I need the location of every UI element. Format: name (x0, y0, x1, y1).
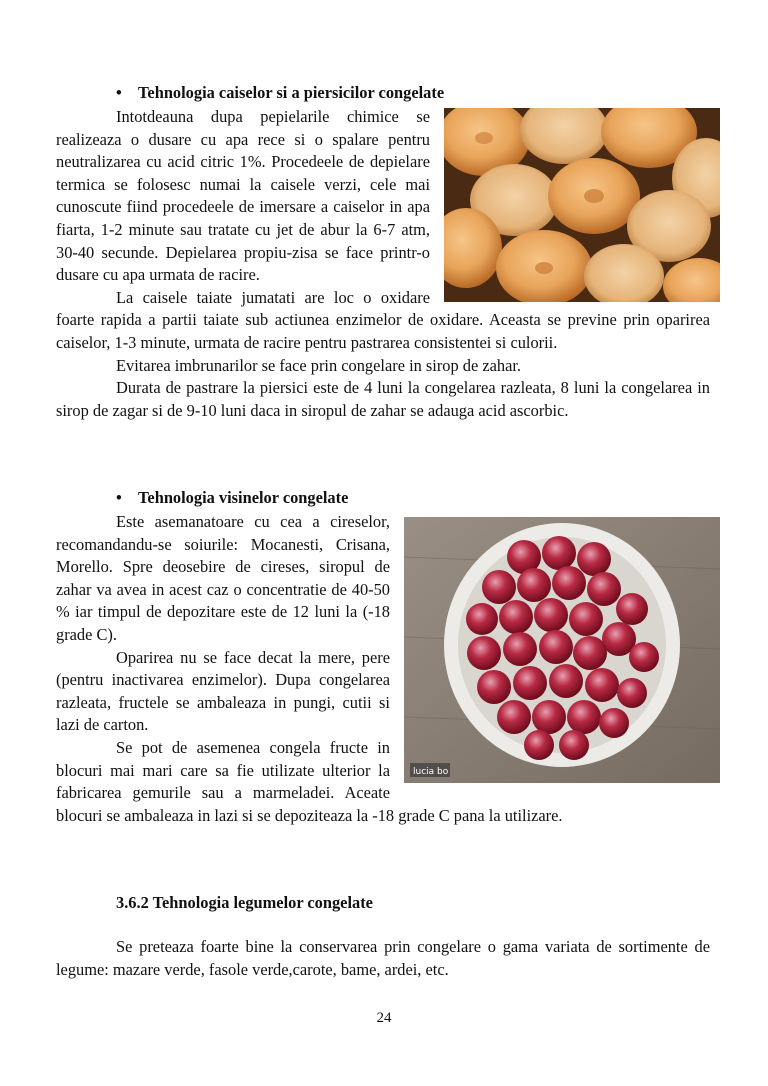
paragraph: Se preteaza foarte bine la conservarea prin congelare o gama variata de sortimente de legume: mazare verde, fasole verde,carote, bame, ardei, etc. (56, 937, 710, 979)
heading-text: Tehnologia caiselor si a piersicilor congelate (138, 83, 445, 102)
apricot-halves-image (444, 108, 720, 302)
section-heading-apricots (116, 83, 444, 103)
paragraph: Se pot de asemenea congela fructe in blocuri mai mari care sa fie utilizate ulterior la fabricarea gemurile sau a marmeladei. Aceate blocuri se ambaleaza in lazi si se depoziteaza la -18 grade C pana la utilizare. (56, 737, 563, 825)
section-body-vegetables (56, 936, 710, 981)
paragraph: Durata de pastrare la piersici este de 4 luni la congelarea razleata, 8 luni la congelarea in sirop de zagar si de 9-10 luni daca in siropul de zahar se adauga acid ascorbic. (56, 378, 710, 420)
watermark-text: lucia bo (413, 767, 449, 777)
paragraph: Intotdeauna dupa pepielarile chimice se realizeaza o dusare cu apa rece si o spalare pentru neutralizarea cu acid citric 1%. Procedeele de depielare termica se folosesc numai la caisele verzi, cele mai cunoscute fiind procedeele de imersare a caiselor in apa fiarta, 1-2 minute sau tratate cu jet de abur la 6-7 atm, 30-40 secunde. Depielarea propiu-zisa se face printr-o dusare cu apa urmata de racire. (56, 107, 430, 285)
paragraph: Este asemanatoare cu cea a cireselor, recomandandu-se soiurile: Mocanesti, Crisana, Morello. Spre deosebire de cireses, siropul de zahar va avea in acest caz o concentratie de 40-50 % iar timpul de depozitare este de 12 luni la (-18 grade C). (56, 512, 390, 644)
paragraph: Oparirea nu se face decat la mere, pere (pentru inactivarea enzimelor). Dupa congelarea razleata, fructele se ambaleaza in pungi, cutii si lazi de carton. (56, 647, 390, 735)
paragraph: Evitarea imbrunarilor se face prin congelare in sirop de zahar. (116, 355, 522, 375)
bullet-icon: • (116, 83, 122, 102)
heading-text: 3.6.2 Tehnologia legumelor congelate (116, 893, 373, 912)
apricot-photo (444, 108, 720, 302)
paragraph: La caisele taiate jumatati are loc o oxidare foarte rapida a partii taiate sub actiunea enzimelor de oxidare. Aceasta se previne prin oparirea caiselor, 1-3 minute, urmata de racire pentru pastrarea consistentei si culorii. (56, 287, 710, 352)
frozen-sour-cherries-image (404, 517, 720, 783)
bullet-icon: • (116, 488, 122, 507)
section-body-apricots (56, 106, 710, 422)
cherry-photo (404, 517, 720, 783)
section-heading-cherries (116, 488, 348, 508)
page-number: 24 (376, 1010, 392, 1026)
section-heading-vegetables (116, 893, 373, 913)
heading-text: Tehnologia visinelor congelate (138, 488, 349, 507)
section-body-cherries (56, 511, 710, 827)
